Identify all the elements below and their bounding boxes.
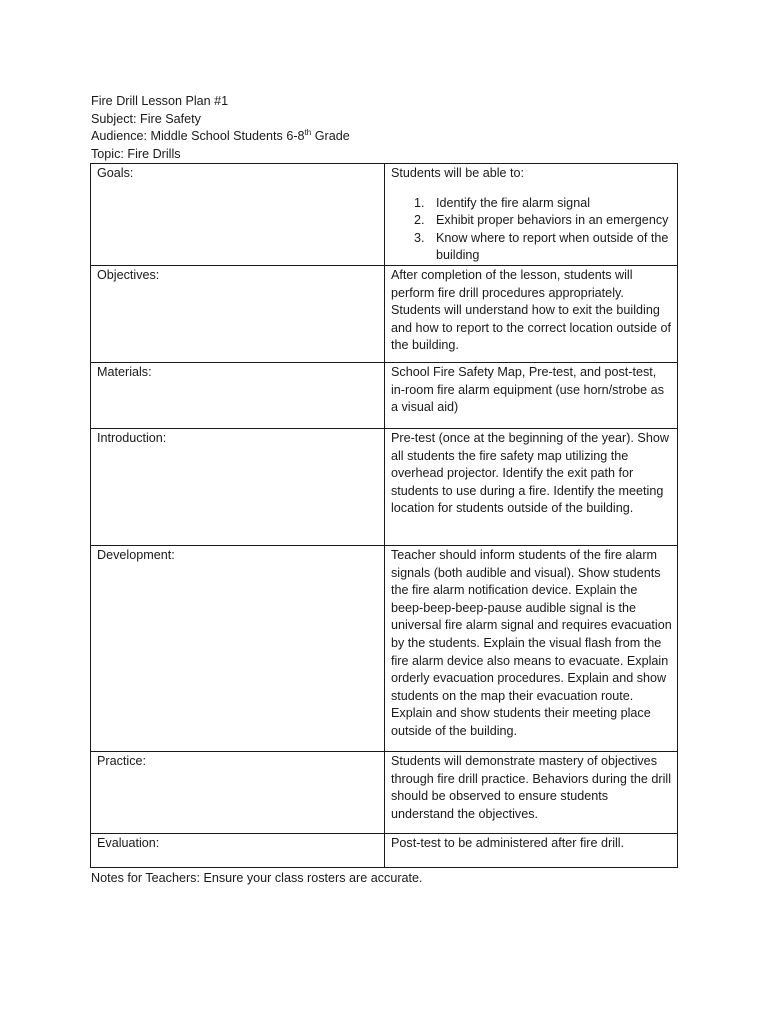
- audience-superscript: th: [304, 128, 312, 138]
- row-content: Post-test to be administered after fire drill.: [385, 833, 678, 867]
- table-row-goals: [91, 164, 678, 266]
- lesson-audience: [91, 128, 691, 146]
- list-number: 1.: [414, 195, 425, 210]
- list-number: 2.: [414, 213, 425, 228]
- row-label: Goals:: [91, 164, 385, 266]
- goals-list: [391, 195, 673, 265]
- table-row-materials: [91, 362, 678, 428]
- teacher-notes: Notes for Teachers: Ensure your class rosters are accurate.: [91, 871, 423, 885]
- table-row-practice: [91, 751, 678, 833]
- row-label: Materials:: [91, 362, 385, 428]
- lesson-header: [91, 93, 691, 163]
- list-item: [391, 212, 673, 230]
- row-label: Evaluation:: [91, 833, 385, 867]
- table-row-objectives: [91, 265, 678, 362]
- table-row-introduction: [91, 428, 678, 545]
- row-content: School Fire Safety Map, Pre-test, and post-test, in-room fire alarm equipment (use horn/strobe as a visual aid): [385, 362, 678, 428]
- audience-suffix: Grade: [311, 129, 350, 144]
- list-text: Identify the fire alarm signal: [436, 195, 590, 210]
- row-content: Students will demonstrate mastery of objectives through fire drill practice. Behaviors during the drill should be observed to ensure students understand the objectives.: [385, 751, 678, 833]
- table-row-development: [91, 545, 678, 751]
- list-item: [391, 230, 673, 265]
- list-text: Exhibit proper behaviors in an emergency: [436, 213, 669, 228]
- list-number: 3.: [414, 230, 425, 245]
- goals-intro: Students will be able to:: [391, 166, 525, 180]
- row-content: After completion of the lesson, students will perform fire drill procedures appropriately. Students will understand how to exit the building and how to report to the correct location outside of the building.: [385, 265, 678, 362]
- row-content: [385, 164, 678, 266]
- row-label: Introduction:: [91, 428, 385, 545]
- lesson-plan-table: [90, 163, 678, 868]
- lesson-topic: Topic: Fire Drills: [91, 146, 181, 161]
- row-label: Objectives:: [91, 265, 385, 362]
- list-item: [391, 195, 673, 213]
- audience-text: Audience: Middle School Students 6-8: [91, 129, 305, 144]
- row-label: Practice:: [91, 751, 385, 833]
- row-content: Pre-test (once at the beginning of the year). Show all students the fire safety map utilizing the overhead projector. Identify the exit path for students to use during a fire. Identify the meeting location for students outside of the building.: [385, 428, 678, 545]
- row-content: Teacher should inform students of the fire alarm signals (both audible and visual). Show students the fire alarm notification device. Explain the beep-beep-beep-pause audible signal is the universal fire alarm signal and requires evacuation by the students. Explain the visual flash from the fire alarm device also means to evacuate. Explain orderly evacuation procedures. Explain and show students on the map their evacuation route. Explain and show students their meeting place outside of the building.: [385, 545, 678, 751]
- table-row-evaluation: [91, 833, 678, 867]
- lesson-title: Fire Drill Lesson Plan #1: [91, 94, 229, 108]
- lesson-subject: Subject: Fire Safety: [91, 111, 201, 126]
- list-text: Know where to report when outside of the building: [436, 230, 669, 263]
- row-label: Development:: [91, 545, 385, 751]
